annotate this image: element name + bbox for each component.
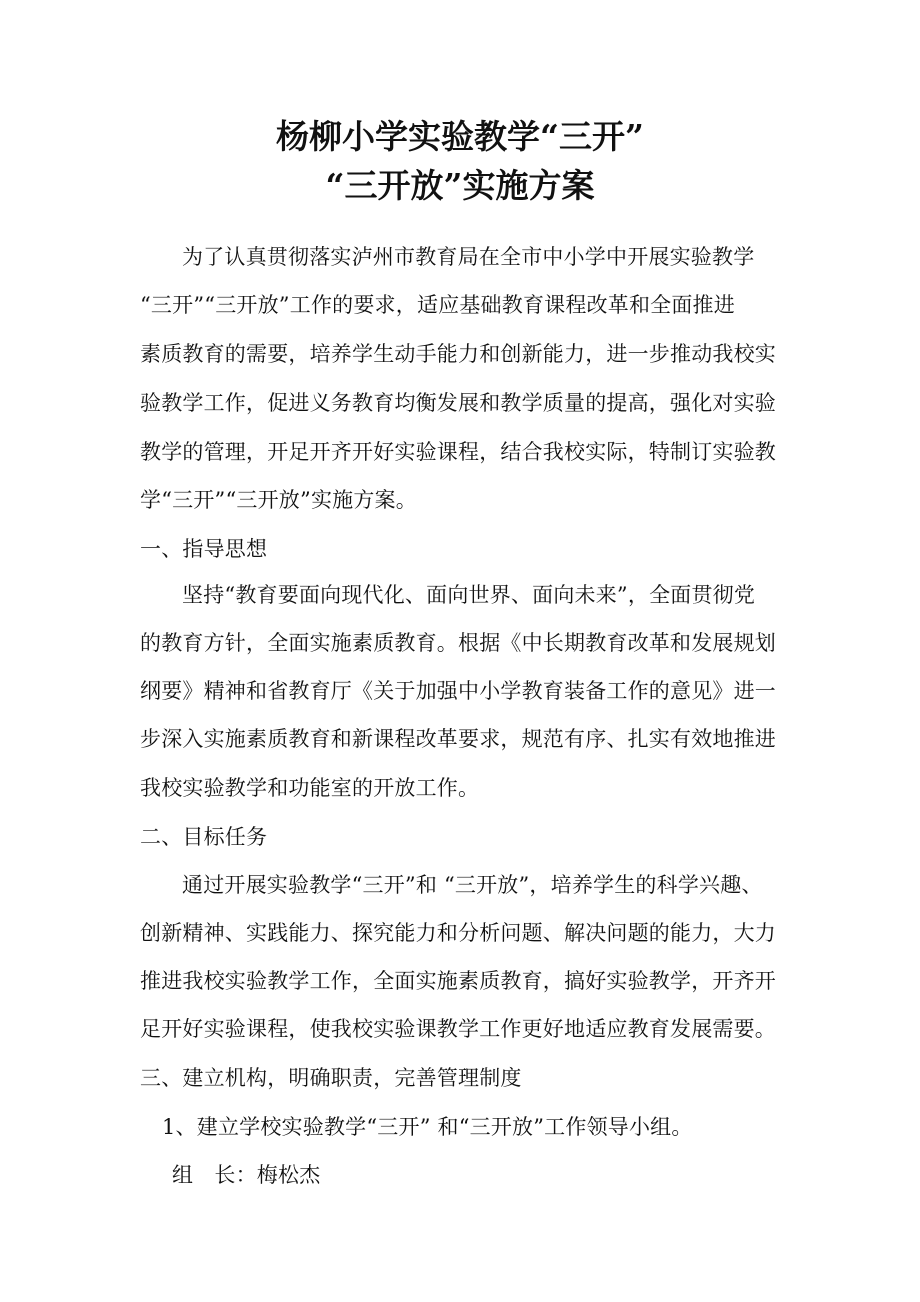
intro-line: 教学的管理，开足开齐开好实验课程，结合我校实际，特制订实验教 <box>140 440 776 464</box>
document-title-line-2: “三开放”实施方案 <box>325 166 595 205</box>
document-title-line-1: 杨柳小学实验教学“三开” <box>276 117 644 156</box>
section-heading: 三、建立机构，明确职责，完善管理制度 <box>140 1066 522 1090</box>
paragraph-line: 纲要》精神和省教育厅《关于加强中小学教育装备工作的意见》进一 <box>140 679 776 703</box>
paragraph-line: 步深入实施素质教育和新课程改革要求，规范有序、扎实有效地推进 <box>140 727 776 751</box>
intro-line: “三开”“三开放”工作的要求，适应基础教育课程改革和全面推进 <box>140 293 735 317</box>
leader-line: 组 长：梅松杰 <box>172 1163 321 1187</box>
list-item: 1、建立学校实验教学“三开” 和“三开放”工作领导小组。 <box>162 1115 693 1139</box>
section-heading: 一、指导思想 <box>140 537 268 561</box>
paragraph-line: 推进我校实验教学工作，全面实施素质教育，搞好实验教学，开齐开 <box>140 969 776 993</box>
intro-line: 验教学工作，促进义务教育均衡发展和教学质量的提高，强化对实验 <box>140 391 776 415</box>
paragraph-line: 创新精神、实践能力、探究能力和分析问题、解决问题的能力，大力 <box>140 921 776 945</box>
intro-line: 素质教育的需要，培养学生动手能力和创新能力，进一步推动我校实 <box>140 342 776 366</box>
paragraph-line: 的教育方针，全面实施素质教育。根据《中长期教育改革和发展规划 <box>140 631 776 655</box>
paragraph-line: 足开好实验课程，使我校实验课教学工作更好地适应教育发展需要。 <box>140 1017 776 1041</box>
paragraph-line: 我校实验教学和功能室的开放工作。 <box>140 776 480 800</box>
paragraph-line: 坚持“教育要面向现代化、面向世界、面向未来”，全面贯彻党 <box>182 583 756 607</box>
section-heading: 二、目标任务 <box>140 825 268 849</box>
paragraph-line: 通过开展实验教学“三开”和 “三开放”，培养学生的科学兴趣、 <box>182 873 763 897</box>
intro-line: 学“三开”“三开放”实施方案。 <box>140 488 417 512</box>
intro-line: 为了认真贯彻落实泸州市教育局在全市中小学中开展实验教学 <box>182 245 755 269</box>
